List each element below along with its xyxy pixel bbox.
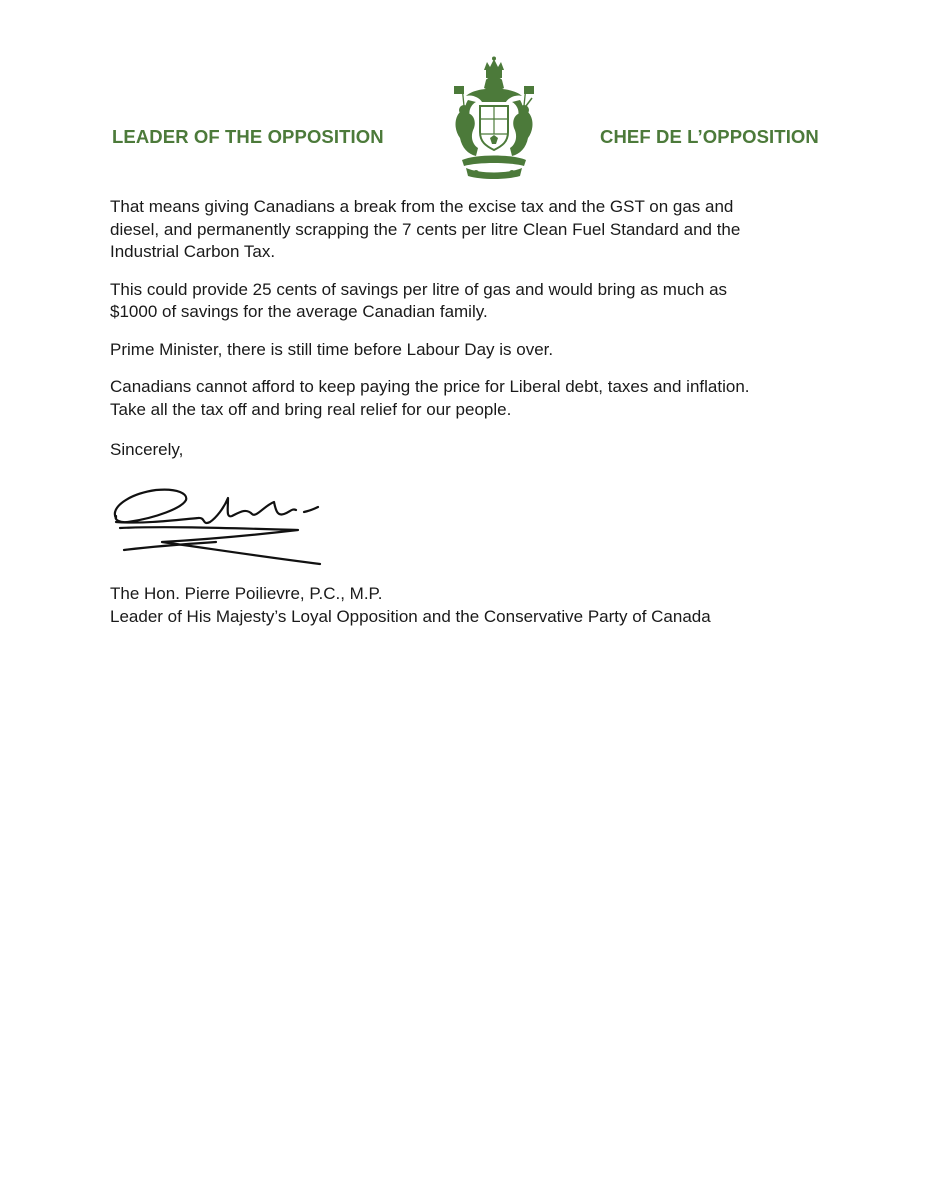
letterhead-english-title: LEADER OF THE OPPOSITION	[112, 126, 384, 147]
signatory-name: The Hon. Pierre Poilievre, P.C., M.P.	[110, 584, 383, 603]
signature-block	[110, 583, 711, 628]
handwritten-signature	[106, 478, 336, 578]
paragraph: This could provide 25 cents of savings per litre of gas and would bring as much as $1000 of savings for the average Canadian family.	[110, 279, 728, 321]
letter-body	[110, 196, 830, 436]
letterhead	[0, 0, 928, 190]
paragraph: Canadians cannot afford to keep paying the price for Liberal debt, taxes and inflation. Take all the tax off and bring real relief for our people.	[110, 377, 750, 419]
coat-of-arms-icon	[446, 56, 542, 182]
signatory-title: Leader of His Majesty’s Loyal Opposition and the Conservative Party of Canada	[110, 606, 711, 626]
letterhead-french-title: CHEF DE L’OPPOSITION	[600, 126, 819, 147]
paragraph: Prime Minister, there is still time before Labour Day is over.	[110, 339, 554, 359]
paragraph: That means giving Canadians a break from the excise tax and the GST on gas and diesel, and permanently scrapping the 7 cents per litre Clean Fuel Standard and the Industrial Carbon Tax.	[110, 197, 741, 261]
closing-salutation: Sincerely,	[110, 440, 184, 459]
